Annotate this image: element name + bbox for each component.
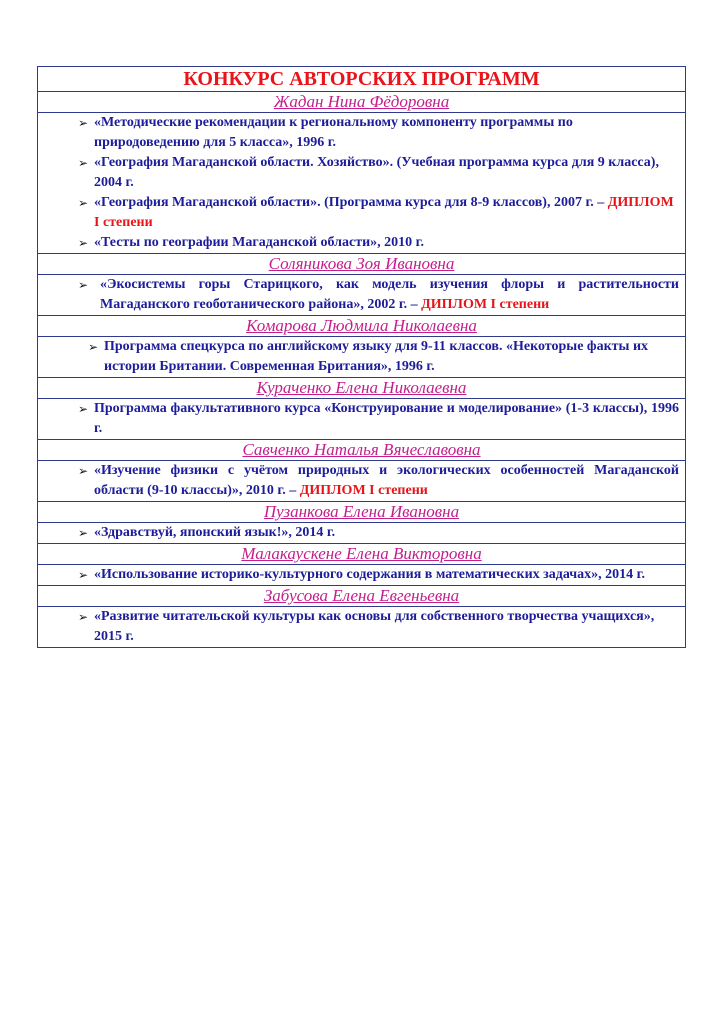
author-row	[38, 316, 686, 337]
section-items	[38, 461, 686, 502]
award-text: ДИПЛОМ I степени	[421, 297, 550, 312]
author-name: Соляникова Зоя Ивановна	[38, 254, 686, 275]
list-item	[72, 461, 685, 501]
program-text: «Здравствуй, японский язык!», 2014 г.	[94, 525, 336, 540]
author-row	[38, 254, 686, 275]
arrow-bullet-icon: ➢	[77, 526, 89, 540]
author-row	[38, 586, 686, 607]
list-item	[72, 523, 685, 543]
list-item	[72, 399, 685, 439]
section-items-row	[38, 113, 686, 254]
program-text: «Использование историко-культурного содержания в математических задачах», 2014 г.	[94, 567, 645, 582]
section-items-row	[38, 607, 686, 648]
list-item	[72, 607, 685, 647]
section-items	[38, 337, 686, 378]
author-name: Савченко Наталья Вячеславовна	[38, 440, 686, 461]
program-text: «География Магаданской области. Хозяйство». (Учебная программа курса для 9 класса), 2004 г.	[94, 155, 659, 190]
program-text: Программа факультативного курса «Конструирование и моделирование» (1-3 классы), 1996 г.	[94, 401, 679, 436]
title-row	[38, 67, 686, 92]
arrow-bullet-icon: ➢	[77, 568, 89, 582]
author-row	[38, 378, 686, 399]
author-name: Малакаускене Елена Викторовна	[38, 544, 686, 565]
list-item	[72, 193, 685, 233]
section-items	[38, 607, 686, 648]
arrow-bullet-icon: ➢	[77, 156, 89, 170]
section-items	[38, 275, 686, 316]
program-text: «Изучение физики с учётом природных и экологических особенностей Магаданской области (9-10 классы)», 2010 г. – ДИПЛОМ I степени	[94, 463, 679, 498]
section-items-row	[38, 399, 686, 440]
arrow-bullet-icon: ➢	[77, 610, 89, 624]
program-text: «Методические рекомендации к региональному компоненту программы по природоведению для 5 класса», 1996 г.	[94, 115, 573, 150]
arrow-bullet-icon: ➢	[77, 402, 89, 416]
section-items-row	[38, 565, 686, 586]
list-item	[72, 565, 685, 585]
list-item	[72, 153, 685, 193]
list-item	[72, 233, 685, 253]
section-items	[38, 565, 686, 586]
award-text: ДИПЛОМ I степени	[299, 483, 428, 498]
section-items	[38, 399, 686, 440]
program-text: «География Магаданской области». (Программа курса для 8-9 классов), 2007 г. – ДИПЛОМ I степени	[94, 195, 674, 230]
author-row	[38, 544, 686, 565]
award-text: ДИПЛОМ I степени	[94, 195, 674, 230]
arrow-bullet-icon: ➢	[77, 196, 89, 210]
arrow-bullet-icon: ➢	[77, 116, 89, 130]
list-item	[72, 113, 685, 153]
section-items-row	[38, 275, 686, 316]
author-name: Жадан Нина Фёдоровна	[38, 92, 686, 113]
author-row	[38, 92, 686, 113]
arrow-bullet-icon: ➢	[77, 236, 89, 250]
author-name: Комарова Людмила Николаевна	[38, 316, 686, 337]
author-name: Забусова Елена Евгеньевна	[38, 586, 686, 607]
section-items-row	[38, 461, 686, 502]
arrow-bullet-icon: ➢	[87, 340, 99, 354]
author-name: Кураченко Елена Николаевна	[38, 378, 686, 399]
page-title: КОНКУРС АВТОРСКИХ ПРОГРАММ	[38, 67, 686, 92]
program-text: «Развитие читательской культуры как основы для собственного творчества учащихся», 2015 г.	[94, 609, 655, 644]
list-item	[82, 337, 685, 377]
section-items-row	[38, 337, 686, 378]
arrow-bullet-icon: ➢	[77, 464, 89, 478]
program-text: Программа спецкурса по английскому языку для 9-11 классов. «Некоторые факты их истории Британии. Современная Британия», 1996 г.	[104, 339, 649, 374]
author-name: Пузанкова Елена Ивановна	[38, 502, 686, 523]
section-items-row	[38, 523, 686, 544]
section-items	[38, 523, 686, 544]
program-text: «Экосистемы горы Старицкого, как модель изучения флоры и растительности Магаданского геоботанического района», 2002 г. – ДИПЛОМ I степени	[100, 277, 679, 312]
author-row	[38, 502, 686, 523]
section-items	[38, 113, 686, 254]
program-text: «Тесты по географии Магаданской области», 2010 г.	[94, 235, 424, 250]
arrow-bullet-icon: ➢	[78, 278, 89, 292]
programs-table	[37, 66, 686, 648]
list-item	[78, 275, 685, 315]
author-row	[38, 440, 686, 461]
